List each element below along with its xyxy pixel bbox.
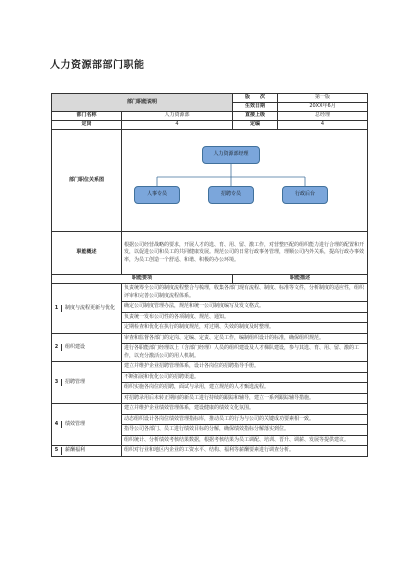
- page-title: 人力资源部部门职能: [50, 60, 145, 71]
- org-node-hr-specialist: 人事专员: [134, 186, 180, 204]
- function-key-cell: [52, 284, 122, 334]
- function-number: 1: [52, 305, 62, 313]
- function-description: 定期检查和优化在执行的制度规范，对过期、失效的制度及时整理。: [122, 323, 368, 334]
- org-node-admin-backoffice: 行政后台: [282, 186, 328, 204]
- function-number: 4: [52, 421, 62, 429]
- overview-label: 职能概述: [52, 232, 122, 275]
- function-item-row: [52, 404, 368, 415]
- function-description: 动态组织设计各岗位绩效管理指标库，推动员工的行为与公司的关键成功要素相一致。: [122, 414, 368, 425]
- function-description: 审查和监督各部门的定岗、定编、定责、定员工作，编制组织设计的标准，确保组织规范。: [122, 333, 368, 344]
- function-description: 对招聘录用后未转正期间的新员工进行持续的跟踪和辅导，建立一系列跟踪辅导措施。: [122, 393, 368, 404]
- function-description: 不断拓展和优化公司的招聘渠道。: [122, 372, 368, 383]
- function-title: 制度与流程更新与优化: [65, 304, 116, 311]
- functions-col-key: 职能要项: [52, 275, 233, 284]
- version-label: 版 次: [233, 94, 278, 103]
- function-key-cell: [52, 404, 122, 446]
- superior-label: 直接上级: [233, 112, 278, 121]
- org-node-manager: 人力资源部经理: [202, 146, 260, 164]
- function-description: 指导公司各部门、员工进行绩效目标的分解，确保绩效指标分解落实到位。: [122, 425, 368, 436]
- org-chart-label: 部门职位关系图: [52, 130, 122, 232]
- function-table: [51, 93, 368, 457]
- dept-name-value: 人力资源部: [122, 112, 233, 121]
- function-key-cell: [52, 362, 122, 404]
- org-node-recruiter: 招聘专员: [208, 186, 254, 204]
- dept-name-label: 部门名称: [52, 112, 122, 121]
- superior-value: 总经理: [278, 112, 368, 121]
- function-description: 建立并维护企业绩效管理体系，建设健康的绩效文化氛围。: [122, 404, 368, 415]
- function-key-cell: [52, 446, 122, 457]
- function-item-row: [52, 284, 368, 302]
- function-description: 负责统一发布公司性的各项制度、规范、通知。: [122, 312, 368, 323]
- function-description: 确定公司制度管理办法，规范和统一公司制度编写及发文格式。: [122, 302, 368, 313]
- function-description: 组织实施各岗位的招聘，面试与录用，建立规范的人才甄选流程。: [122, 383, 368, 394]
- function-rows: [52, 284, 368, 457]
- headcount-value: 4: [122, 121, 233, 130]
- function-item-row: [52, 333, 368, 344]
- function-item-row: [52, 446, 368, 457]
- function-description: 进行各职能部门经理以上（含部门经理）人员的组织建设及人才梯队建设，参与其选、育、用、留、激的工作，以充分激活公司的用人机制。: [122, 344, 368, 362]
- function-title: 绩效管理: [65, 420, 86, 427]
- dept-desc-label: 部门职能说明: [52, 94, 233, 112]
- headcount-label: 定岗: [52, 121, 122, 130]
- effective-date-value: 20XX年6月: [278, 103, 368, 112]
- function-title: 薪酬福利: [65, 447, 86, 453]
- function-description: 建立并维护企业招聘管理体系，设计各岗位的招聘指导手册。: [122, 362, 368, 373]
- version-value: 第一版: [278, 94, 368, 103]
- function-title: 组织建设: [65, 343, 86, 350]
- function-number: 2: [52, 344, 62, 352]
- effective-date-label: 生效日期: [233, 103, 278, 112]
- function-title: 招聘管理: [65, 378, 86, 385]
- function-key-cell: [52, 333, 122, 362]
- staff-label: 定编: [233, 121, 278, 130]
- function-item-row: [52, 362, 368, 373]
- function-number: 3: [52, 379, 62, 387]
- staff-value: 4: [278, 121, 368, 130]
- functions-col-desc: 职能描述: [233, 275, 368, 284]
- org-chart: [122, 130, 368, 232]
- function-number: 5: [52, 447, 62, 455]
- overview-text: 根据公司经营战略的要求，开展人才的选、育、用、留、激工作，对营整匹配的组织能力进行合理的配置和开发，以促进公司和员工的共同健康发展。规范公司的日常行政事务管理，理顺公司内外关系，提高行政办事效率，为员工创造一个舒适、和谐、积极的办公环境。: [122, 232, 368, 275]
- function-description: 组织对行业和地区内企业的工资水平、结构、福利等薪酬要素进行调查分析。: [122, 446, 368, 457]
- function-description: 负责统筹全公司的制度流程整合与梳理，收集各部门现有流程、制度、标准等文件，分析制度的适应性，组织评审和完善公司制度流程体系。: [122, 284, 368, 302]
- function-description: 组织统计、分析绩效考核结果数据，根据考核结果为员工调配、培训、晋升、调薪、发展等提供建议。: [122, 435, 368, 446]
